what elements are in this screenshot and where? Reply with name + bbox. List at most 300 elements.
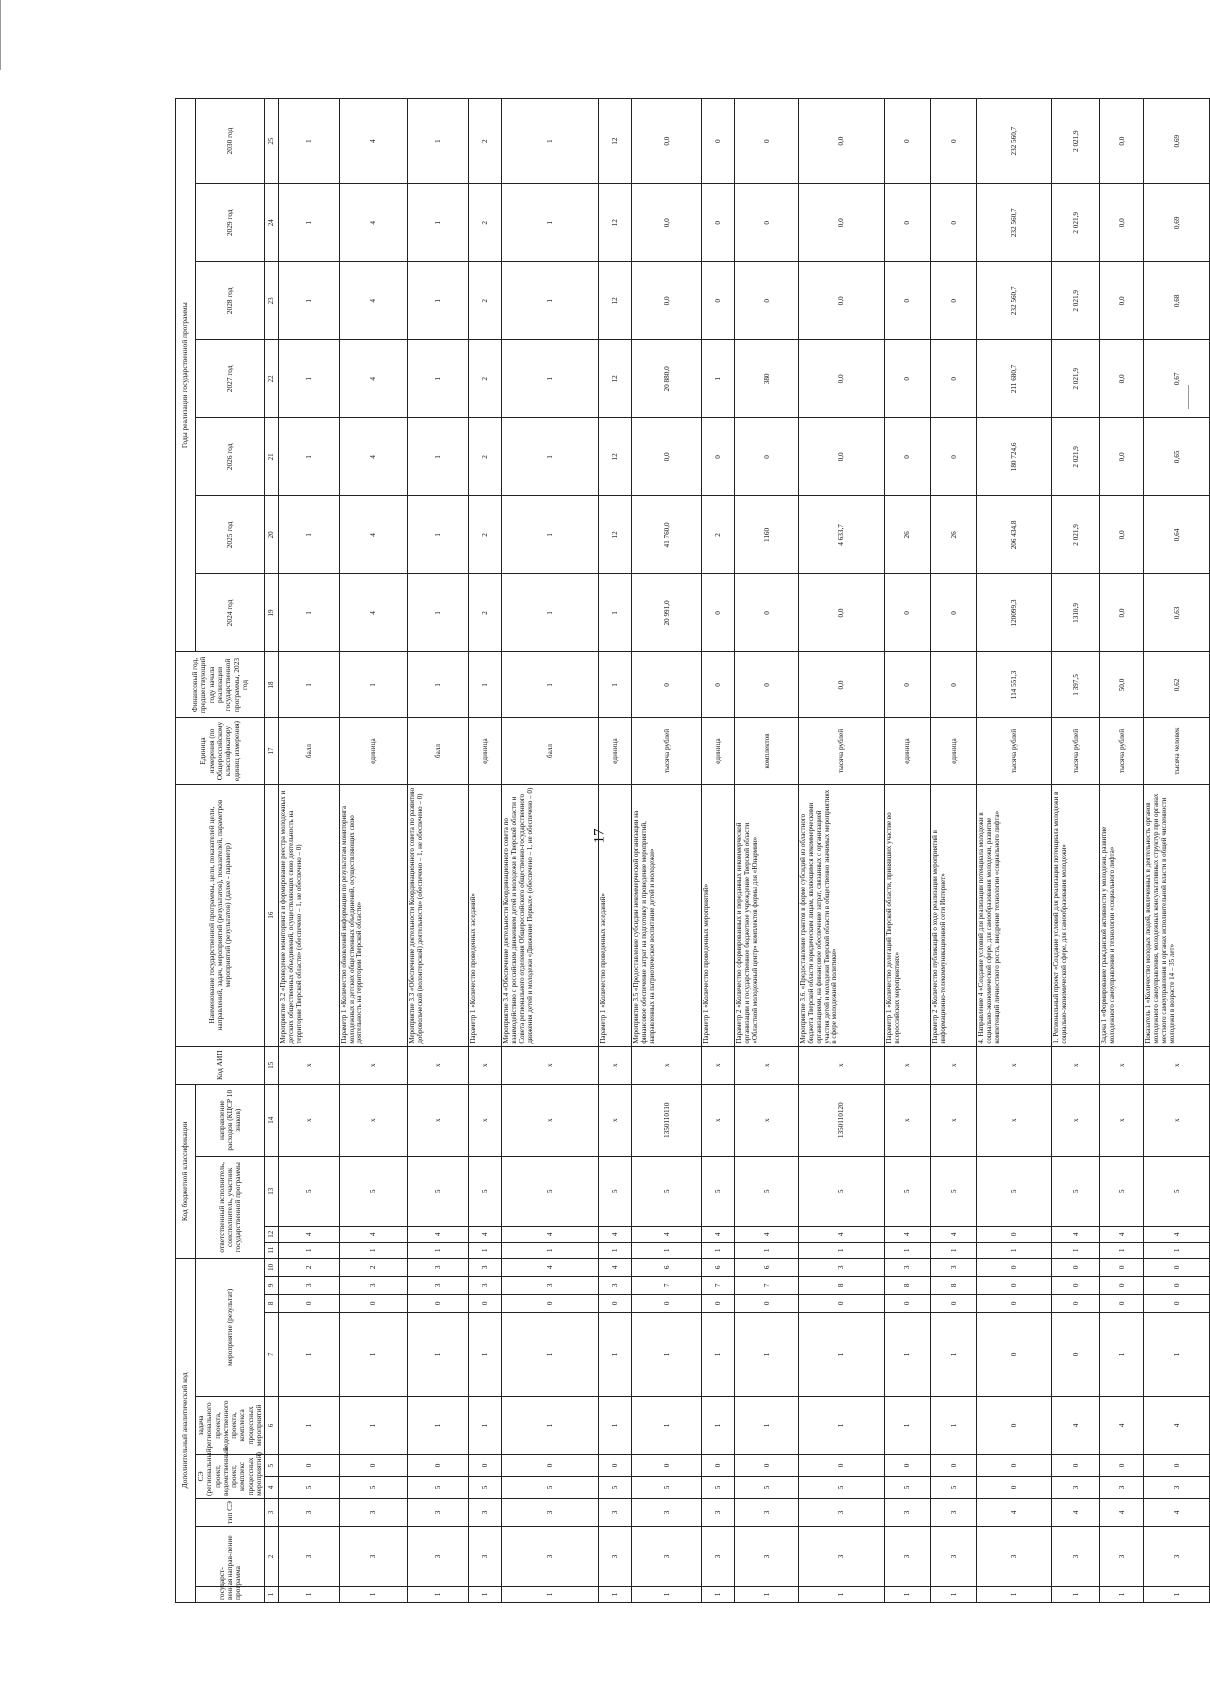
code-cell: 1 <box>632 1242 702 1258</box>
code-cell: 1 <box>1100 1587 1144 1603</box>
year-value-cell: 0 <box>931 262 977 340</box>
code-cell: 6 <box>702 1258 735 1276</box>
code-cell: 3 <box>1144 1476 1210 1498</box>
year-value-cell: 2 021,9 <box>1051 184 1099 262</box>
year-value-cell: 211 680,7 <box>977 340 1052 418</box>
code-cell: 1 <box>339 1587 407 1603</box>
code-cell: 1 <box>279 1242 339 1258</box>
code-cell: 0 <box>279 1454 339 1476</box>
year-value-cell: 4 <box>339 262 407 340</box>
base-year-value-cell: 0,0 <box>799 652 885 718</box>
base-year-value-cell: 0 <box>702 652 735 718</box>
year-value-cell: 0 <box>931 340 977 418</box>
year-value-cell: 1 <box>407 418 469 496</box>
code-cell: 0 <box>735 1294 799 1312</box>
code-cell: х <box>702 1084 735 1156</box>
column-number-row <box>265 99 279 1603</box>
code-cell: 3 <box>931 1526 977 1586</box>
code-cell: 0 <box>884 1454 930 1476</box>
code-cell: 6 <box>735 1258 799 1276</box>
code-cell: х <box>339 1084 407 1156</box>
code-cell: 0 <box>502 1454 599 1476</box>
year-value-cell: 20 880,0 <box>632 340 702 418</box>
code-cell: х <box>1051 1084 1099 1156</box>
code-cell: 4 <box>469 1226 502 1242</box>
year-value-cell: 4 <box>339 99 407 184</box>
base-year-value-cell: 0 <box>735 652 799 718</box>
rotated-table-frame <box>175 98 1205 1603</box>
year-value-cell: 1 <box>502 262 599 340</box>
code-cell: 1 <box>407 1242 469 1258</box>
year-value-cell: 0,64 <box>1144 496 1210 574</box>
code-cell: 2 <box>279 1258 339 1276</box>
code-cell: 5 <box>931 1476 977 1498</box>
code-cell: 1 <box>502 1242 599 1258</box>
code-cell: 0 <box>931 1454 977 1476</box>
code-cell: 5 <box>469 1156 502 1226</box>
header-years-group: Годы реализации государственной программы <box>176 99 196 652</box>
code-cell: 1 <box>735 1242 799 1258</box>
year-value-cell: 4 <box>339 184 407 262</box>
column-number: 18 <box>265 652 279 718</box>
code-cell: 1 <box>1144 1587 1210 1603</box>
code-cell: х <box>339 1046 407 1084</box>
scan-edge-mark <box>0 0 1 70</box>
year-value-cell: 0 <box>884 340 930 418</box>
column-number: 4 <box>265 1476 279 1498</box>
item-name-cell: Параметр 1 «Количество обновлений информации по результатам мониторинга молодежных и детских общественных объединений, осуществляющих свою деятельность на территории Тверской области» <box>339 784 407 1046</box>
year-value-cell: 0 <box>702 262 735 340</box>
year-value-cell: 2 <box>469 184 502 262</box>
header-year-2024: 2024 год <box>196 574 265 652</box>
code-cell: 3 <box>702 1498 735 1526</box>
code-cell: 0 <box>1051 1312 1099 1396</box>
item-name-cell: Параметр 1 «Количество делегаций Тверской области, принявших участие во всероссийских мероприятиях» <box>884 784 930 1046</box>
code-cell: 0 <box>799 1454 885 1476</box>
year-value-cell: 1 <box>407 184 469 262</box>
header-base-year: Финансовый год, предшествующий году начала реализации государственной программы, 2023 год <box>176 652 265 718</box>
code-cell: 3 <box>931 1258 977 1276</box>
column-number: 8 <box>265 1294 279 1312</box>
table-row <box>1100 99 1144 1603</box>
item-name-cell: 4. Направление 4 «Создание условий для реализации потенциала молодежи в социально-экономической сфере, для самообразования молодежи, развитие компетенций личностного роста, внедрение технологии «социального лифта» <box>977 784 1052 1046</box>
code-cell: 5 <box>632 1156 702 1226</box>
code-cell: 4 <box>735 1226 799 1242</box>
code-cell: 3 <box>702 1526 735 1586</box>
year-value-cell: 0 <box>735 418 799 496</box>
code-cell: 1 <box>339 1396 407 1454</box>
code-cell: 1350110120 <box>799 1084 885 1156</box>
year-value-cell: 41 760,0 <box>632 496 702 574</box>
item-name-cell: Параметр 1 «Количество проведенных мероприятий» <box>702 784 735 1046</box>
year-value-cell: 0 <box>931 574 977 652</box>
code-cell: 0 <box>977 1396 1052 1454</box>
code-cell: 5 <box>884 1476 930 1498</box>
year-value-cell: 4 633,7 <box>799 496 885 574</box>
code-cell: 3 <box>339 1526 407 1586</box>
header-direction: направ-ление <box>196 1526 265 1586</box>
header-expense: направление расходов (КЦСР 10 знаков) <box>196 1084 265 1156</box>
header-task: задача регионального проекта, ведомственного проекта, комплекса процессных мероприятий <box>196 1396 265 1454</box>
page-number: 17 <box>591 828 608 844</box>
year-value-cell: 0,65 <box>1144 418 1210 496</box>
code-cell: х <box>599 1046 632 1084</box>
code-cell: 1 <box>469 1242 502 1258</box>
code-cell: 4 <box>1144 1226 1210 1242</box>
code-cell: х <box>407 1084 469 1156</box>
year-value-cell: 2 <box>469 340 502 418</box>
code-cell: х <box>702 1046 735 1084</box>
item-name-cell: Мероприятие 3.5 «Предоставление субсидии некоммерческой организации на финансовое обеспечение затрат на подготовку и проведение мероприятий, направленных на патриотическое воспитание детей и молодежи» <box>632 784 702 1046</box>
code-cell: 0 <box>799 1294 885 1312</box>
year-value-cell: 0 <box>702 99 735 184</box>
code-cell: 7 <box>632 1276 702 1294</box>
code-cell: 1 <box>632 1396 702 1454</box>
unit-cell: единица <box>884 718 930 784</box>
year-value-cell: 0,0 <box>1100 184 1144 262</box>
code-cell: 0 <box>931 1294 977 1312</box>
year-value-cell: 0,0 <box>1100 574 1144 652</box>
code-cell: 3 <box>502 1526 599 1586</box>
code-cell: 3 <box>931 1498 977 1526</box>
header-event: мероприятие (результат) <box>196 1258 265 1396</box>
item-name-cell: Параметр 1 «Количество проведенных заседаний» <box>599 784 632 1046</box>
header-year-2028: 2028 год <box>196 262 265 340</box>
base-year-value-cell: 0 <box>931 652 977 718</box>
item-name-cell: Задача 1 «Формирование гражданской активности у молодежи, развитие молодежного самоуправления и технологии «социального лифта» <box>1100 784 1144 1046</box>
code-cell: х <box>1144 1046 1210 1084</box>
item-name-cell: Мероприятие 3.2 «Проведение мониторинга и формирование реестра молодежных и детских общественных объединений, осуществляющих свою деятельность на территории Тверской области» (обеспечено – 1, не обеспечено – 0) <box>279 784 339 1046</box>
year-value-cell: 12 <box>599 184 632 262</box>
code-cell: 7 <box>735 1276 799 1294</box>
table-rotator <box>175 98 1205 1603</box>
code-cell: 6 <box>632 1258 702 1276</box>
code-cell: 1 <box>407 1312 469 1396</box>
code-cell: х <box>279 1046 339 1084</box>
year-value-cell: 1 <box>502 340 599 418</box>
code-cell: х <box>632 1046 702 1084</box>
unit-cell: тысяча рублей <box>799 718 885 784</box>
code-cell: 1 <box>502 1312 599 1396</box>
code-cell: 3 <box>735 1498 799 1526</box>
item-name-cell: Параметр 2 «Количество сформированных и переданных некоммерческой организации и государственное бюджетное учреждение Тверской области «Областной молодежный центр» комплектов формы для «Юнармии» <box>735 784 799 1046</box>
code-cell: 1 <box>735 1587 799 1603</box>
code-cell: 3 <box>279 1498 339 1526</box>
table-row <box>469 99 502 1603</box>
code-cell: 1 <box>1051 1587 1099 1603</box>
code-cell: 0 <box>1100 1276 1144 1294</box>
code-cell: 5 <box>977 1156 1052 1226</box>
base-year-value-cell: 50,0 <box>1100 652 1144 718</box>
code-cell: 1 <box>735 1396 799 1454</box>
code-cell: 1 <box>702 1312 735 1396</box>
unit-cell: комплектов <box>735 718 799 784</box>
code-cell: 0 <box>1051 1258 1099 1276</box>
code-cell: 3 <box>469 1276 502 1294</box>
code-cell: 1 <box>931 1242 977 1258</box>
year-value-cell: 0 <box>931 184 977 262</box>
code-cell: х <box>735 1084 799 1156</box>
code-cell: х <box>1144 1084 1210 1156</box>
column-number: 7 <box>265 1312 279 1396</box>
code-cell: 4 <box>599 1226 632 1242</box>
code-cell: 0 <box>1051 1276 1099 1294</box>
column-number: 11 <box>265 1242 279 1258</box>
code-cell: 5 <box>469 1476 502 1498</box>
code-cell: 4 <box>1100 1226 1144 1242</box>
code-cell: 0 <box>1144 1294 1210 1312</box>
code-cell: 0 <box>977 1454 1052 1476</box>
code-cell: 1 <box>1100 1312 1144 1396</box>
code-cell: 4 <box>1100 1498 1144 1526</box>
code-cell: 0 <box>1144 1454 1210 1476</box>
code-cell: 4 <box>977 1498 1052 1526</box>
code-cell: 1 <box>735 1312 799 1396</box>
code-cell: 3 <box>339 1276 407 1294</box>
year-value-cell: 1 <box>502 184 599 262</box>
code-cell: 1 <box>884 1242 930 1258</box>
code-cell: 3 <box>502 1498 599 1526</box>
header-budget-code: Код бюджетной классификации <box>176 1084 196 1258</box>
code-cell: х <box>884 1046 930 1084</box>
code-cell: 1 <box>1144 1242 1210 1258</box>
code-cell: 1 <box>469 1312 502 1396</box>
code-cell: 3 <box>502 1276 599 1294</box>
header-executor: ответственный исполнитель, соисполнитель, участник государственной программы <box>196 1156 265 1258</box>
code-cell: 4 <box>931 1226 977 1242</box>
header-year-2027: 2027 год <box>196 340 265 418</box>
year-value-cell: 4 <box>339 418 407 496</box>
code-cell: 5 <box>339 1476 407 1498</box>
year-value-cell: 0 <box>735 262 799 340</box>
year-value-cell: 0,0 <box>1100 99 1144 184</box>
code-cell: 0 <box>632 1454 702 1476</box>
code-cell: х <box>1100 1084 1144 1156</box>
code-cell: 1 <box>977 1242 1052 1258</box>
code-cell: 3 <box>884 1526 930 1586</box>
table-row <box>502 99 599 1603</box>
code-cell: 5 <box>407 1156 469 1226</box>
code-cell: х <box>502 1084 599 1156</box>
year-value-cell: 1 <box>279 496 339 574</box>
column-number: 23 <box>265 262 279 340</box>
code-cell: х <box>931 1084 977 1156</box>
year-value-cell: 1 <box>279 574 339 652</box>
code-cell: 4 <box>799 1226 885 1242</box>
year-value-cell: 4 <box>339 496 407 574</box>
code-cell: х <box>735 1046 799 1084</box>
code-cell: 1 <box>407 1396 469 1454</box>
column-number: 21 <box>265 418 279 496</box>
year-value-cell: 12 <box>599 418 632 496</box>
year-value-cell: 0 <box>735 99 799 184</box>
code-cell: 3 <box>884 1498 930 1526</box>
year-value-cell: 0,0 <box>799 184 885 262</box>
code-cell: 3 <box>469 1498 502 1526</box>
table-row <box>1051 99 1099 1603</box>
code-cell: х <box>977 1046 1052 1084</box>
code-cell: 0 <box>599 1454 632 1476</box>
column-number: 2 <box>265 1526 279 1586</box>
code-cell: 5 <box>599 1156 632 1226</box>
code-cell: 0 <box>977 1312 1052 1396</box>
year-value-cell: 0,0 <box>1100 418 1144 496</box>
year-value-cell: 0,0 <box>799 99 885 184</box>
table-row <box>279 99 339 1603</box>
code-cell: 4 <box>1051 1226 1099 1242</box>
year-value-cell: 0,68 <box>1144 262 1210 340</box>
year-value-cell: 12 <box>599 496 632 574</box>
year-value-cell: 2 <box>469 99 502 184</box>
code-cell: 3 <box>884 1258 930 1276</box>
program-table <box>175 98 1210 1603</box>
year-value-cell: 0 <box>884 418 930 496</box>
year-value-cell: 1310,9 <box>1051 574 1099 652</box>
column-number: 14 <box>265 1084 279 1156</box>
item-name-cell: Мероприятие 3.3 «Обеспечение деятельности Координационного совета по развитию добровольческой (волонтерской) деятельности» (обеспечено – 1, не обеспечено – 0) <box>407 784 469 1046</box>
year-value-cell: 20 991,0 <box>632 574 702 652</box>
base-year-value-cell: 0 <box>632 652 702 718</box>
year-value-cell: 0,0 <box>632 99 702 184</box>
code-cell: 0 <box>1144 1258 1210 1276</box>
column-number: 17 <box>265 718 279 784</box>
table-row <box>977 99 1052 1603</box>
year-value-cell: 4 <box>339 340 407 418</box>
code-cell: 8 <box>884 1276 930 1294</box>
column-number: 9 <box>265 1276 279 1294</box>
header-program: государст-венная программа <box>196 1587 265 1603</box>
year-value-cell: 0,0 <box>1100 262 1144 340</box>
code-cell: х <box>469 1046 502 1084</box>
base-year-value-cell: 1 <box>279 652 339 718</box>
code-cell: 0 <box>977 1276 1052 1294</box>
year-value-cell: 0 <box>931 99 977 184</box>
code-cell: 3 <box>799 1498 885 1526</box>
code-cell: 0 <box>1100 1454 1144 1476</box>
year-value-cell: 0 <box>884 262 930 340</box>
code-cell: 4 <box>279 1226 339 1242</box>
year-value-cell: 206 434,8 <box>977 496 1052 574</box>
code-cell: 0 <box>977 1258 1052 1276</box>
code-cell: 1 <box>599 1242 632 1258</box>
year-value-cell: 26 <box>931 496 977 574</box>
code-cell: 4 <box>632 1226 702 1242</box>
column-number: 10 <box>265 1258 279 1276</box>
year-value-cell: 120099,3 <box>977 574 1052 652</box>
year-value-cell: 4 <box>339 574 407 652</box>
unit-cell: единица <box>931 718 977 784</box>
base-year-value-cell: 1 <box>407 652 469 718</box>
year-value-cell: 2 021,9 <box>1051 418 1099 496</box>
code-cell: 3 <box>407 1276 469 1294</box>
code-cell: 5 <box>702 1476 735 1498</box>
code-cell: 5 <box>599 1476 632 1498</box>
code-cell: 5 <box>1144 1156 1210 1226</box>
code-cell: 0 <box>702 1454 735 1476</box>
code-cell: 0 <box>339 1454 407 1476</box>
code-cell: 7 <box>702 1276 735 1294</box>
code-cell: 0 <box>469 1454 502 1476</box>
code-cell: 0 <box>884 1294 930 1312</box>
code-cell: 5 <box>279 1476 339 1498</box>
code-cell: х <box>469 1084 502 1156</box>
year-value-cell: 0 <box>702 418 735 496</box>
header-aip-code: Код АИП <box>176 1046 265 1084</box>
code-cell: 0 <box>977 1226 1052 1242</box>
code-cell: 1 <box>599 1587 632 1603</box>
code-cell: 1 <box>632 1587 702 1603</box>
base-year-value-cell: 1 <box>502 652 599 718</box>
code-cell: 3 <box>469 1526 502 1586</box>
code-cell: 5 <box>407 1476 469 1498</box>
code-cell: 4 <box>502 1226 599 1242</box>
year-value-cell: 2 021,9 <box>1051 262 1099 340</box>
year-value-cell: 0,0 <box>1100 496 1144 574</box>
year-value-cell: 0,0 <box>632 262 702 340</box>
year-value-cell: 2 <box>469 418 502 496</box>
code-cell: 5 <box>884 1156 930 1226</box>
year-value-cell: 0,0 <box>799 340 885 418</box>
table-row <box>1144 99 1210 1603</box>
code-cell: 3 <box>599 1526 632 1586</box>
code-cell: 0 <box>407 1454 469 1476</box>
scan-edge-mark <box>1188 385 1189 409</box>
year-value-cell: 0 <box>735 574 799 652</box>
year-value-cell: 1 <box>279 262 339 340</box>
base-year-value-cell: 1 397,5 <box>1051 652 1099 718</box>
column-number: 20 <box>265 496 279 574</box>
unit-cell: балл <box>279 718 339 784</box>
item-name-cell: Мероприятие 3.6. «Предоставление грантов в форме субсидий из областного бюджета Тверской области юридическим лицам, являющимся некоммерческими организациями, на финансовое обеспечение затрат, связанных с организацией участия детей и молодежи Тверской области в общественно значимых мероприятиях в сфере молодежной политики» <box>799 784 885 1046</box>
code-cell: 3 <box>1100 1476 1144 1498</box>
code-cell: 3 <box>1051 1476 1099 1498</box>
unit-cell: единица <box>702 718 735 784</box>
code-cell: 1 <box>702 1242 735 1258</box>
code-cell: 0 <box>279 1294 339 1312</box>
code-cell: 1 <box>1144 1312 1210 1396</box>
year-value-cell: 1 <box>502 496 599 574</box>
year-value-cell: 0,0 <box>632 418 702 496</box>
item-name-cell: Параметр 1 «Количество проведенных заседаний» <box>469 784 502 1046</box>
year-value-cell: 1160 <box>735 496 799 574</box>
code-cell: 1 <box>799 1242 885 1258</box>
code-cell: 1 <box>502 1587 599 1603</box>
column-number: 3 <box>265 1498 279 1526</box>
code-cell: 8 <box>799 1276 885 1294</box>
table-row <box>735 99 799 1603</box>
code-cell: х <box>279 1084 339 1156</box>
code-cell: 1 <box>339 1242 407 1258</box>
code-cell: х <box>502 1046 599 1084</box>
column-number: 19 <box>265 574 279 652</box>
code-cell: 1 <box>931 1396 977 1454</box>
table-body <box>279 99 1210 1603</box>
code-cell: 1 <box>1100 1242 1144 1258</box>
header-year-2029: 2029 год <box>196 184 265 262</box>
unit-cell: единица <box>469 718 502 784</box>
code-cell: 1 <box>279 1312 339 1396</box>
column-number: 24 <box>265 184 279 262</box>
unit-cell: тысяча рублей <box>1051 718 1099 784</box>
base-year-value-cell: 114 551,3 <box>977 652 1052 718</box>
column-number: 5 <box>265 1454 279 1476</box>
code-cell: 1350110110 <box>632 1084 702 1156</box>
year-value-cell: 0,0 <box>1100 340 1144 418</box>
code-cell: х <box>1051 1046 1099 1084</box>
year-value-cell: 1 <box>279 418 339 496</box>
code-cell: 1 <box>339 1312 407 1396</box>
base-year-value-cell: 0,62 <box>1144 652 1210 718</box>
